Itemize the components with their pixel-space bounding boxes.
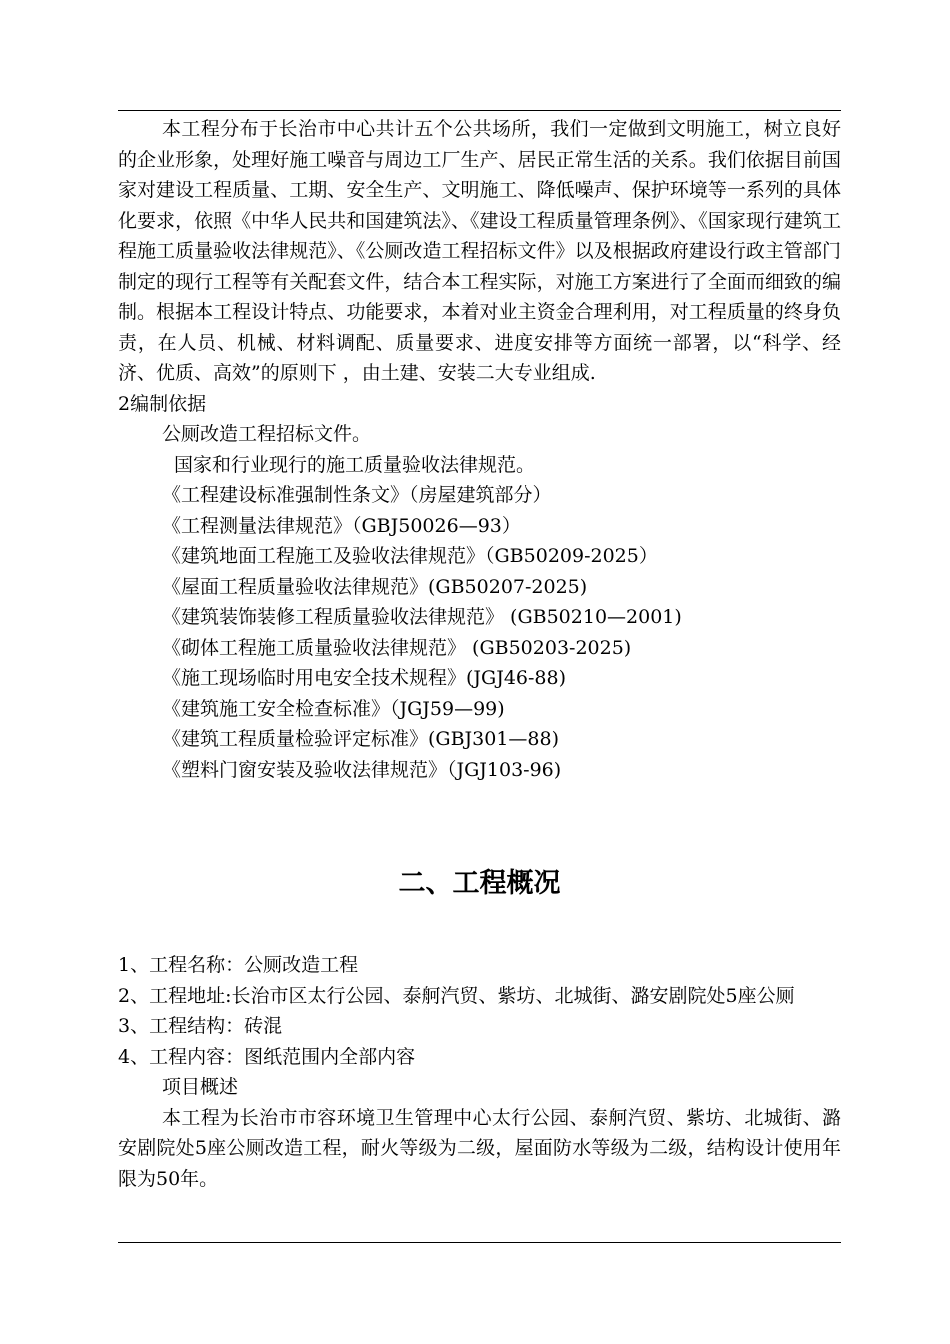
summary-heading: 项目概述 (162, 1076, 239, 1098)
basis-item: 《建筑地面工程施工及验收法律规范》（GB50209-2025） (162, 545, 658, 567)
summary-paragraph: 本工程为长治市市容环境卫生管理中心太行公园、泰舸汽贸、紫坊、北城街、潞安剧院处5座公厕改造工程，耐火等级为二级，屋面防水等级为二级，结构设计使用年限为50年。 (118, 1106, 841, 1190)
footer-rule (118, 1242, 841, 1243)
basis-item: 《塑料门窗安装及验收法律规范》（JGJ103-96) (162, 758, 562, 781)
basis-heading: 2编制依据 (118, 392, 207, 415)
basis-list (118, 419, 841, 785)
basis-item: 国家和行业现行的施工质量验收法律规范。 (174, 453, 536, 476)
basis-item: 《屋面工程质量验收法律规范》(GB50207-2025) (162, 575, 588, 598)
header-rule (118, 110, 841, 111)
basis-item: 《建筑施工安全检查标准》（JGJ59—99) (162, 697, 505, 720)
basis-item: 《工程测量法律规范》（GBJ50026—93） (162, 514, 521, 537)
basis-item: 公厕改造工程招标文件。 (162, 423, 372, 445)
intro-paragraph: 本工程分布于长治市中心共计五个公共场所，我们一定做到文明施工，树立良好的企业形象，处理好施工噪音与周边工厂生产、居民正常生活的关系。我们依据目前国家对建设工程质量、工期、安全生产、文明施工、降低噪声、保护环境等一系列的具体化要求，依照《中华人民共和国建筑法》、《建设工程质量管理条例》、《国家现行建筑工程施工质量验收法律规范》、《公厕改造工程招标文件》以及根据政府建设行政主管部门制定的现行工程等有关配套文件，结合本工程实际，对施工方案进行了全面而细致的编制。根据本工程设计特点、功能要求，本着对业主资金合理利用，对工程质量的终身负责，在人员、机械、材料调配、质量要求、进度安排等方面统一部署，以“科学、经济、优质、高效”的原则下 ，由土建、安装二大专业组成. (118, 118, 841, 384)
basis-item: 《工程建设标准强制性条文》（房屋建筑部分） (162, 484, 552, 506)
basis-item: 《建筑工程质量检验评定标准》(GBJ301—88) (162, 728, 560, 750)
project-overview (118, 950, 841, 1194)
page-content (118, 114, 841, 1190)
project-name: 1、工程名称：公厕改造工程 (118, 954, 359, 976)
section-title: 二、工程概况 (398, 868, 561, 899)
basis-item: 《施工现场临时用电安全技术规程》(JGJ46-88) (162, 667, 567, 689)
project-content: 4、工程内容：图纸范围内全部内容 (118, 1045, 416, 1068)
basis-item: 《砌体工程施工质量验收法律规范》 (GB50203-2025) (162, 636, 632, 659)
project-address: 2、工程地址:长治市区太行公园、泰舸汽贸、紫坊、北城街、潞安剧院处5座公厕 (118, 984, 795, 1007)
project-structure: 3、工程结构：砖混 (118, 1015, 283, 1037)
basis-item: 《建筑装饰装修工程质量验收法律规范》 (GB50210—2001) (162, 606, 682, 628)
